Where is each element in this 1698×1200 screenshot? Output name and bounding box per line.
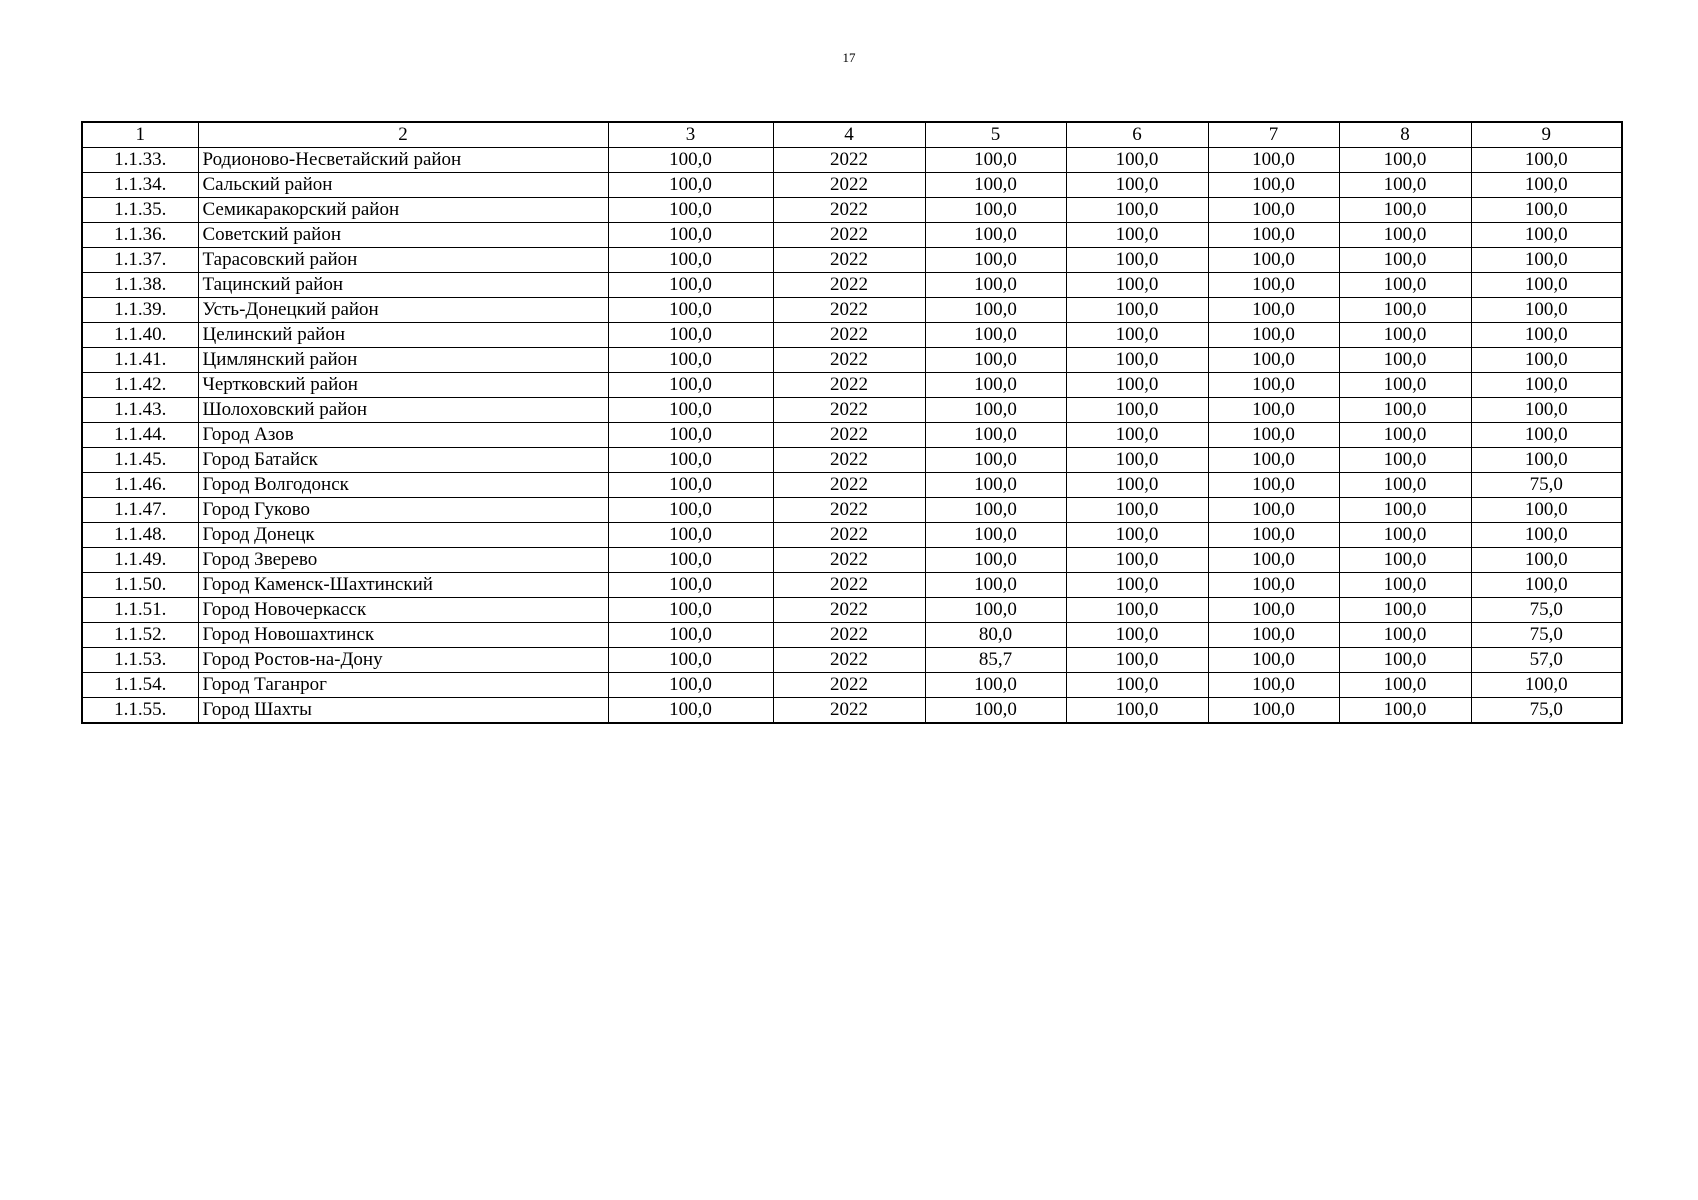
value-cell: 100,0 (1339, 598, 1471, 623)
value-cell: 100,0 (1066, 348, 1208, 373)
year-cell: 2022 (773, 498, 925, 523)
table-row (82, 173, 1622, 198)
value-cell: 100,0 (1471, 173, 1622, 198)
value-cell: 100,0 (608, 148, 773, 173)
value-cell: 100,0 (1066, 623, 1208, 648)
value-cell: 100,0 (608, 373, 773, 398)
value-cell: 100,0 (1339, 448, 1471, 473)
value-cell: 100,0 (608, 223, 773, 248)
value-cell: 100,0 (1471, 248, 1622, 273)
row-index-cell: 1.1.36. (82, 223, 198, 248)
row-index-cell: 1.1.44. (82, 423, 198, 448)
table-row (82, 423, 1622, 448)
value-cell: 100,0 (925, 348, 1066, 373)
table-row (82, 598, 1622, 623)
value-cell: 100,0 (1208, 298, 1339, 323)
column-number-cell: 8 (1339, 122, 1471, 148)
table-body (82, 122, 1622, 723)
value-cell: 100,0 (925, 148, 1066, 173)
year-cell: 2022 (773, 398, 925, 423)
value-cell: 100,0 (1471, 548, 1622, 573)
value-cell: 100,0 (1208, 448, 1339, 473)
value-cell: 100,0 (1066, 498, 1208, 523)
value-cell: 100,0 (1339, 173, 1471, 198)
value-cell: 100,0 (608, 598, 773, 623)
value-cell: 100,0 (1208, 223, 1339, 248)
row-index-cell: 1.1.40. (82, 323, 198, 348)
value-cell: 100,0 (925, 498, 1066, 523)
value-cell: 100,0 (925, 523, 1066, 548)
value-cell: 100,0 (1066, 448, 1208, 473)
value-cell: 75,0 (1471, 473, 1622, 498)
value-cell: 100,0 (925, 173, 1066, 198)
column-number-cell: 6 (1066, 122, 1208, 148)
table-row (82, 148, 1622, 173)
year-cell: 2022 (773, 548, 925, 573)
municipality-name-cell: Город Шахты (198, 698, 608, 724)
year-cell: 2022 (773, 523, 925, 548)
municipality-name-cell: Город Ростов-на-Дону (198, 648, 608, 673)
table-row (82, 298, 1622, 323)
table-row (82, 198, 1622, 223)
row-index-cell: 1.1.48. (82, 523, 198, 548)
value-cell: 100,0 (608, 398, 773, 423)
value-cell: 100,0 (608, 648, 773, 673)
data-table (81, 121, 1623, 724)
value-cell: 100,0 (1066, 148, 1208, 173)
value-cell: 100,0 (608, 473, 773, 498)
value-cell: 100,0 (608, 573, 773, 598)
value-cell: 100,0 (1339, 398, 1471, 423)
municipality-name-cell: Город Зверево (198, 548, 608, 573)
year-cell: 2022 (773, 198, 925, 223)
column-number-cell: 1 (82, 122, 198, 148)
value-cell: 100,0 (1208, 173, 1339, 198)
value-cell: 100,0 (925, 598, 1066, 623)
value-cell: 100,0 (1339, 248, 1471, 273)
municipality-name-cell: Чертковский район (198, 373, 608, 398)
value-cell: 100,0 (1066, 523, 1208, 548)
value-cell: 100,0 (1471, 498, 1622, 523)
value-cell: 100,0 (1471, 573, 1622, 598)
value-cell: 100,0 (1339, 548, 1471, 573)
year-cell: 2022 (773, 623, 925, 648)
value-cell: 100,0 (1208, 348, 1339, 373)
value-cell: 100,0 (1208, 248, 1339, 273)
value-cell: 100,0 (1471, 323, 1622, 348)
municipality-name-cell: Город Таганрог (198, 673, 608, 698)
column-number-cell: 4 (773, 122, 925, 148)
row-index-cell: 1.1.38. (82, 273, 198, 298)
value-cell: 100,0 (1066, 473, 1208, 498)
municipality-name-cell: Усть-Донецкий район (198, 298, 608, 323)
table-header-row (82, 122, 1622, 148)
value-cell: 100,0 (1339, 223, 1471, 248)
value-cell: 100,0 (1339, 473, 1471, 498)
value-cell: 100,0 (925, 398, 1066, 423)
row-index-cell: 1.1.50. (82, 573, 198, 598)
table-row (82, 398, 1622, 423)
row-index-cell: 1.1.37. (82, 248, 198, 273)
value-cell: 100,0 (1339, 498, 1471, 523)
value-cell: 100,0 (1066, 698, 1208, 724)
value-cell: 100,0 (1066, 598, 1208, 623)
value-cell: 100,0 (1066, 398, 1208, 423)
column-number-cell: 2 (198, 122, 608, 148)
table-row (82, 648, 1622, 673)
value-cell: 100,0 (1208, 273, 1339, 298)
value-cell: 100,0 (608, 498, 773, 523)
value-cell: 75,0 (1471, 598, 1622, 623)
year-cell: 2022 (773, 473, 925, 498)
value-cell: 100,0 (608, 698, 773, 724)
value-cell: 100,0 (608, 548, 773, 573)
row-index-cell: 1.1.34. (82, 173, 198, 198)
value-cell: 100,0 (1208, 198, 1339, 223)
table-row (82, 548, 1622, 573)
municipality-name-cell: Советский район (198, 223, 608, 248)
value-cell: 100,0 (925, 673, 1066, 698)
value-cell: 100,0 (925, 573, 1066, 598)
table-row (82, 448, 1622, 473)
value-cell: 100,0 (1208, 598, 1339, 623)
municipality-name-cell: Город Батайск (198, 448, 608, 473)
value-cell: 100,0 (925, 548, 1066, 573)
table-row (82, 523, 1622, 548)
value-cell: 100,0 (1066, 548, 1208, 573)
municipality-name-cell: Город Новошахтинск (198, 623, 608, 648)
year-cell: 2022 (773, 648, 925, 673)
municipality-name-cell: Тарасовский район (198, 248, 608, 273)
year-cell: 2022 (773, 148, 925, 173)
value-cell: 100,0 (1208, 623, 1339, 648)
municipality-name-cell: Город Донецк (198, 523, 608, 548)
value-cell: 100,0 (608, 423, 773, 448)
value-cell: 100,0 (1471, 423, 1622, 448)
table-row (82, 373, 1622, 398)
municipality-name-cell: Целинский район (198, 323, 608, 348)
value-cell: 100,0 (608, 523, 773, 548)
value-cell: 100,0 (1066, 173, 1208, 198)
value-cell: 100,0 (1339, 373, 1471, 398)
column-number-cell: 3 (608, 122, 773, 148)
value-cell: 80,0 (925, 623, 1066, 648)
year-cell: 2022 (773, 373, 925, 398)
value-cell: 100,0 (1208, 573, 1339, 598)
page-number: 17 (842, 50, 856, 65)
municipality-name-cell: Семикаракорский район (198, 198, 608, 223)
row-index-cell: 1.1.49. (82, 548, 198, 573)
table-row (82, 323, 1622, 348)
table-row (82, 673, 1622, 698)
year-cell: 2022 (773, 298, 925, 323)
value-cell: 100,0 (925, 473, 1066, 498)
row-index-cell: 1.1.42. (82, 373, 198, 398)
row-index-cell: 1.1.45. (82, 448, 198, 473)
year-cell: 2022 (773, 323, 925, 348)
value-cell: 100,0 (925, 323, 1066, 348)
value-cell: 100,0 (1339, 423, 1471, 448)
year-cell: 2022 (773, 573, 925, 598)
municipality-name-cell: Город Каменск-Шахтинский (198, 573, 608, 598)
municipality-name-cell: Сальский район (198, 173, 608, 198)
value-cell: 75,0 (1471, 623, 1622, 648)
value-cell: 100,0 (1471, 298, 1622, 323)
value-cell: 100,0 (1066, 273, 1208, 298)
row-index-cell: 1.1.33. (82, 148, 198, 173)
value-cell: 100,0 (1471, 223, 1622, 248)
value-cell: 100,0 (1208, 398, 1339, 423)
value-cell: 100,0 (1066, 673, 1208, 698)
table-row (82, 473, 1622, 498)
row-index-cell: 1.1.52. (82, 623, 198, 648)
value-cell: 100,0 (1208, 373, 1339, 398)
table-row (82, 223, 1622, 248)
value-cell: 100,0 (1339, 523, 1471, 548)
year-cell: 2022 (773, 698, 925, 724)
value-cell: 100,0 (608, 673, 773, 698)
value-cell: 100,0 (1471, 198, 1622, 223)
value-cell: 100,0 (1471, 348, 1622, 373)
value-cell: 57,0 (1471, 648, 1622, 673)
value-cell: 100,0 (1066, 648, 1208, 673)
table-row (82, 498, 1622, 523)
value-cell: 100,0 (1339, 623, 1471, 648)
column-number-cell: 7 (1208, 122, 1339, 148)
value-cell: 100,0 (1066, 198, 1208, 223)
value-cell: 100,0 (1208, 673, 1339, 698)
value-cell: 100,0 (608, 273, 773, 298)
value-cell: 100,0 (608, 298, 773, 323)
value-cell: 100,0 (1471, 448, 1622, 473)
value-cell: 100,0 (608, 248, 773, 273)
value-cell: 100,0 (1339, 673, 1471, 698)
value-cell: 100,0 (1339, 273, 1471, 298)
table-row (82, 573, 1622, 598)
value-cell: 75,0 (1471, 698, 1622, 724)
value-cell: 100,0 (1066, 248, 1208, 273)
value-cell: 100,0 (1208, 548, 1339, 573)
value-cell: 100,0 (925, 698, 1066, 724)
year-cell: 2022 (773, 673, 925, 698)
value-cell: 100,0 (608, 323, 773, 348)
value-cell: 100,0 (1208, 148, 1339, 173)
municipality-name-cell: Родионово-Несветайский район (198, 148, 608, 173)
row-index-cell: 1.1.47. (82, 498, 198, 523)
value-cell: 100,0 (1471, 373, 1622, 398)
value-cell: 100,0 (925, 423, 1066, 448)
row-index-cell: 1.1.55. (82, 698, 198, 724)
value-cell: 100,0 (1066, 373, 1208, 398)
table-row (82, 348, 1622, 373)
value-cell: 100,0 (1066, 423, 1208, 448)
row-index-cell: 1.1.41. (82, 348, 198, 373)
row-index-cell: 1.1.54. (82, 673, 198, 698)
year-cell: 2022 (773, 448, 925, 473)
value-cell: 100,0 (1471, 673, 1622, 698)
value-cell: 100,0 (1339, 323, 1471, 348)
value-cell: 100,0 (1066, 573, 1208, 598)
value-cell: 100,0 (925, 223, 1066, 248)
value-cell: 100,0 (1471, 273, 1622, 298)
year-cell: 2022 (773, 248, 925, 273)
value-cell: 100,0 (1208, 648, 1339, 673)
table-row (82, 698, 1622, 724)
value-cell: 100,0 (608, 448, 773, 473)
municipality-name-cell: Шолоховский район (198, 398, 608, 423)
municipality-name-cell: Тацинский район (198, 273, 608, 298)
value-cell: 100,0 (1339, 148, 1471, 173)
table-row (82, 248, 1622, 273)
table-row (82, 623, 1622, 648)
value-cell: 100,0 (925, 248, 1066, 273)
value-cell: 100,0 (1471, 523, 1622, 548)
value-cell: 85,7 (925, 648, 1066, 673)
value-cell: 100,0 (925, 198, 1066, 223)
value-cell: 100,0 (1066, 298, 1208, 323)
municipality-name-cell: Город Гуково (198, 498, 608, 523)
value-cell: 100,0 (1208, 323, 1339, 348)
value-cell: 100,0 (608, 173, 773, 198)
value-cell: 100,0 (1208, 498, 1339, 523)
value-cell: 100,0 (925, 373, 1066, 398)
value-cell: 100,0 (1339, 198, 1471, 223)
municipality-name-cell: Цимлянский район (198, 348, 608, 373)
value-cell: 100,0 (1339, 298, 1471, 323)
value-cell: 100,0 (1471, 148, 1622, 173)
row-index-cell: 1.1.46. (82, 473, 198, 498)
value-cell: 100,0 (925, 298, 1066, 323)
row-index-cell: 1.1.35. (82, 198, 198, 223)
value-cell: 100,0 (1339, 573, 1471, 598)
year-cell: 2022 (773, 423, 925, 448)
row-index-cell: 1.1.51. (82, 598, 198, 623)
municipality-name-cell: Город Азов (198, 423, 608, 448)
value-cell: 100,0 (1208, 698, 1339, 724)
value-cell: 100,0 (1471, 398, 1622, 423)
table-row (82, 273, 1622, 298)
column-number-cell: 5 (925, 122, 1066, 148)
value-cell: 100,0 (608, 198, 773, 223)
year-cell: 2022 (773, 598, 925, 623)
year-cell: 2022 (773, 348, 925, 373)
year-cell: 2022 (773, 173, 925, 198)
row-index-cell: 1.1.39. (82, 298, 198, 323)
year-cell: 2022 (773, 223, 925, 248)
column-number-cell: 9 (1471, 122, 1622, 148)
value-cell: 100,0 (1339, 348, 1471, 373)
value-cell: 100,0 (1066, 223, 1208, 248)
value-cell: 100,0 (925, 448, 1066, 473)
value-cell: 100,0 (1339, 648, 1471, 673)
value-cell: 100,0 (608, 623, 773, 648)
year-cell: 2022 (773, 273, 925, 298)
municipality-name-cell: Город Новочеркасск (198, 598, 608, 623)
row-index-cell: 1.1.43. (82, 398, 198, 423)
municipality-name-cell: Город Волгодонск (198, 473, 608, 498)
row-index-cell: 1.1.53. (82, 648, 198, 673)
value-cell: 100,0 (1208, 473, 1339, 498)
value-cell: 100,0 (925, 273, 1066, 298)
value-cell: 100,0 (608, 348, 773, 373)
value-cell: 100,0 (1066, 323, 1208, 348)
value-cell: 100,0 (1208, 523, 1339, 548)
value-cell: 100,0 (1208, 423, 1339, 448)
value-cell: 100,0 (1339, 698, 1471, 724)
